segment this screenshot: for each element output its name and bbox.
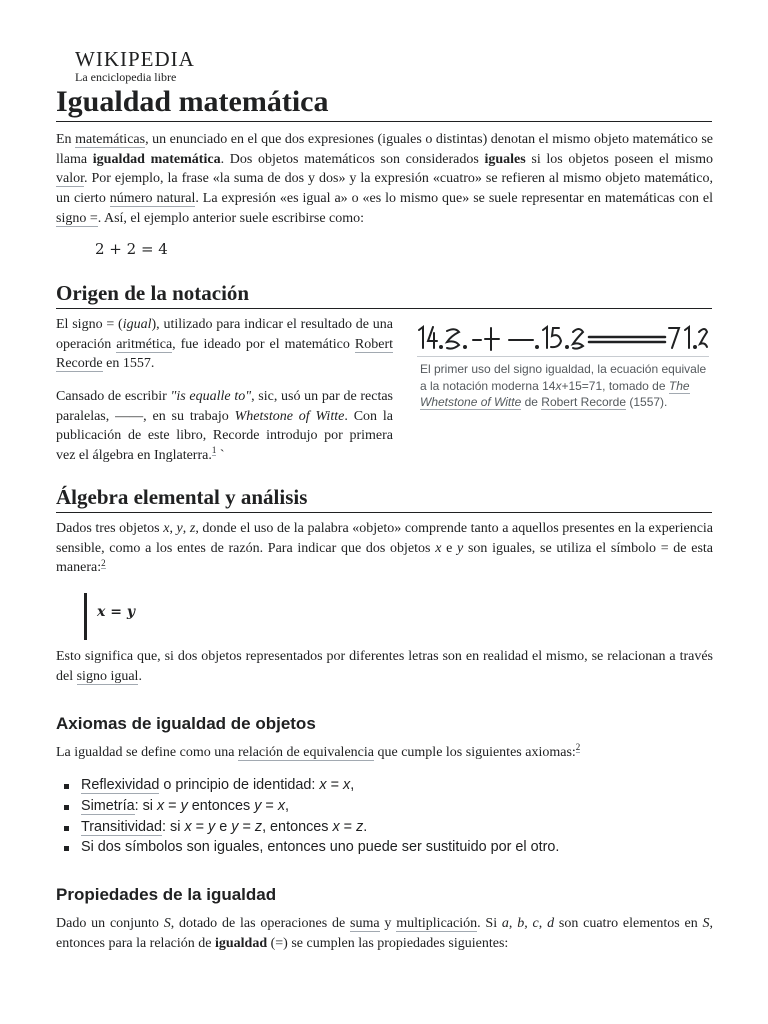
reference-2[interactable]: 2 xyxy=(101,557,106,568)
text: : si xyxy=(162,818,185,835)
text: , sic, usó un par de rectas paralelas, ——, en su trabajo xyxy=(56,389,393,424)
italic-text: igual xyxy=(122,317,152,332)
origen-paragraph-1 xyxy=(56,315,393,374)
variable: S xyxy=(702,916,710,931)
text: = xyxy=(164,797,181,814)
link-matematicas[interactable]: matemáticas xyxy=(75,132,146,147)
text: El primer uso del signo igualdad, la ecuación equivale a la notación moderna 14 xyxy=(420,362,707,393)
text: Esto significa que, si dos objetos representados por diferentes letras son en realidad el mismo, se relacionan a través del xyxy=(56,649,713,684)
link-robert-recorde-caption[interactable]: Robert Recorde xyxy=(541,395,627,409)
text: , entonces para la relación de xyxy=(56,916,714,951)
propiedades-paragraph xyxy=(56,914,713,953)
text: (1557). xyxy=(626,395,668,409)
logo-tagline: La enciclopedia libre xyxy=(75,70,177,84)
text: . Por ejemplo, la frase «la suma de dos y dos» y la expresión «cuatro» se refieren al mismo objeto matemático, un cierto xyxy=(56,171,713,207)
variable: x xyxy=(277,797,286,814)
variable: x xyxy=(156,797,165,814)
text: . xyxy=(138,668,142,684)
link-reflexividad[interactable]: Reflexividad xyxy=(81,777,160,793)
italic-text: Whetstone of Witte xyxy=(234,408,345,424)
intro-paragraph xyxy=(56,130,713,229)
text: Si dos símbolos son iguales, entonces uno puede ser sustituido por el otro. xyxy=(81,839,560,856)
variable: x xyxy=(184,818,192,835)
text: , fue ideado por el matemático xyxy=(172,336,355,352)
text: . xyxy=(363,818,368,835)
link-multiplicacion[interactable]: multiplicación xyxy=(396,916,478,931)
text: , xyxy=(285,797,290,814)
text: = xyxy=(326,777,344,793)
list-item xyxy=(56,837,716,858)
text: , dotado de las operaciones de xyxy=(170,916,351,931)
text: y xyxy=(379,916,397,931)
formula-2-plus-2: 2 + 2 = 4 xyxy=(95,240,168,258)
variable: y xyxy=(254,797,262,814)
variable: x xyxy=(343,777,351,793)
text: de xyxy=(521,395,542,409)
text: (=) se cumplen las propiedades siguientes: xyxy=(267,935,509,951)
variable: a xyxy=(501,916,509,931)
text: Dado un conjunto xyxy=(56,916,164,931)
variable: y xyxy=(231,818,239,835)
variable: d xyxy=(547,916,555,931)
wikipedia-logo[interactable] xyxy=(75,48,195,84)
link-signo-igual-2[interactable]: signo igual xyxy=(76,668,139,684)
list-item xyxy=(56,817,716,838)
link-signo-igual[interactable]: signo = xyxy=(56,210,98,226)
page-title: Igualdad matemática xyxy=(56,84,712,122)
text: , xyxy=(538,916,548,931)
bold-term: iguales xyxy=(484,151,526,167)
variable: c xyxy=(532,916,539,931)
link-valor[interactable]: valor xyxy=(56,171,84,187)
formula-x-equals-y: x = y xyxy=(97,604,135,620)
text: = xyxy=(339,818,357,835)
text: e xyxy=(215,818,232,835)
variable: z xyxy=(254,818,263,835)
heading-origen: Origen de la notación xyxy=(56,280,712,309)
text: La igualdad se define como una xyxy=(56,745,238,760)
text: = xyxy=(191,818,209,835)
italic-text: "is equalle to" xyxy=(170,389,252,404)
link-aritmetica[interactable]: aritmética xyxy=(116,336,173,352)
figure-caption xyxy=(417,361,713,411)
italic-text: x xyxy=(555,378,562,393)
variable: z xyxy=(356,818,364,835)
text: que cumple los siguientes axiomas: xyxy=(373,745,576,760)
variable: S xyxy=(163,916,171,931)
text: Cansado de escribir xyxy=(56,389,171,404)
heading-algebra: Álgebra elemental y análisis xyxy=(56,484,712,513)
text: si los objetos poseen el mismo xyxy=(525,151,713,167)
variable: y xyxy=(176,521,183,536)
text: = xyxy=(261,797,278,814)
list-item xyxy=(56,775,716,796)
handwritten-equation-icon xyxy=(417,320,709,356)
axioms-list xyxy=(56,775,716,858)
text: entonces xyxy=(187,797,255,814)
text: , xyxy=(182,521,190,536)
variable: y xyxy=(457,540,464,556)
text: e xyxy=(441,540,458,556)
text: . Con la publicación de este libro, Recorde introdujo por primera vez el álgebra en Inglaterra. xyxy=(56,408,393,464)
recorde-equation-image[interactable] xyxy=(417,320,709,357)
text: , xyxy=(524,916,533,931)
text: , xyxy=(508,916,518,931)
text: = xyxy=(238,818,255,835)
heading-propiedades: Propiedades de la igualdad xyxy=(56,885,277,904)
text: : si xyxy=(134,797,157,814)
text: . Si xyxy=(477,916,502,931)
variable: x xyxy=(435,540,442,556)
variable: x xyxy=(319,777,327,793)
link-numero-natural[interactable]: número natural xyxy=(109,191,196,207)
text: son cuatro elementos en xyxy=(554,916,703,931)
bold-term: igualdad matemática xyxy=(92,151,221,167)
algebra-paragraph-1 xyxy=(56,519,713,578)
variable: x xyxy=(332,818,340,835)
text: En xyxy=(56,132,76,147)
text: , xyxy=(169,521,177,536)
text: en 1557. xyxy=(102,356,155,372)
list-item xyxy=(56,796,716,817)
link-relacion-de-equivalencia[interactable]: relación de equivalencia xyxy=(237,745,374,760)
logo-wordmark: WIKIPEDIA xyxy=(75,47,195,71)
link-robert-recorde[interactable]: Robert Recorde xyxy=(56,336,393,372)
text: o principio de identidad: xyxy=(159,777,320,793)
figure-recorde xyxy=(417,320,713,411)
text: , un enunciado en el que dos expresiones (iguales o distintas) denotan el mismo objeto matemático se llama xyxy=(56,132,714,167)
link-whetstone-of-witte[interactable]: The Whetstone of Witte xyxy=(420,378,690,409)
bold-term: igualdad xyxy=(214,935,268,951)
text: , entonces xyxy=(262,818,333,835)
blockquote-bar xyxy=(84,593,87,640)
reference-1[interactable]: 1 xyxy=(211,445,217,456)
heading-axiomas: Axiomas de igualdad de objetos xyxy=(56,714,316,733)
link-transitividad[interactable]: Transitividad xyxy=(81,818,163,835)
text: . La expresión «es igual a» o «es lo mismo que» se suele representar en matemáticas con el xyxy=(195,191,713,207)
variable: y xyxy=(208,818,216,835)
variable: b xyxy=(517,916,525,931)
origen-paragraph-2 xyxy=(56,387,393,466)
text: ), utilizado para indicar el resultado de una operación xyxy=(56,317,393,352)
text: son iguales, se utiliza el símbolo = de esta manera: xyxy=(56,540,713,576)
text: . Así, el ejemplo anterior suele escribirse como: xyxy=(97,210,365,226)
text: +15=71, tomado de xyxy=(561,378,669,393)
text: . Dos objetos matemáticos son considerados xyxy=(220,151,485,167)
variable: x xyxy=(163,521,170,536)
link-simetria[interactable]: Simetría xyxy=(81,797,135,814)
text: , xyxy=(350,777,355,793)
variable: y xyxy=(180,797,188,814)
algebra-paragraph-2 xyxy=(56,647,713,686)
text: ` xyxy=(216,448,225,464)
text: El signo = ( xyxy=(56,317,123,332)
reference-2b[interactable]: 2 xyxy=(575,742,581,753)
text: , donde el uso de la palabra «objeto» comprende tanto a aquellos presentes en la experiencia sensible, como a los entes de razón. Para indicar que dos objetos xyxy=(56,521,714,556)
axiomas-intro xyxy=(56,743,713,763)
variable: z xyxy=(189,521,196,536)
text: Dados tres objetos xyxy=(56,521,164,536)
link-suma[interactable]: suma xyxy=(350,916,380,931)
